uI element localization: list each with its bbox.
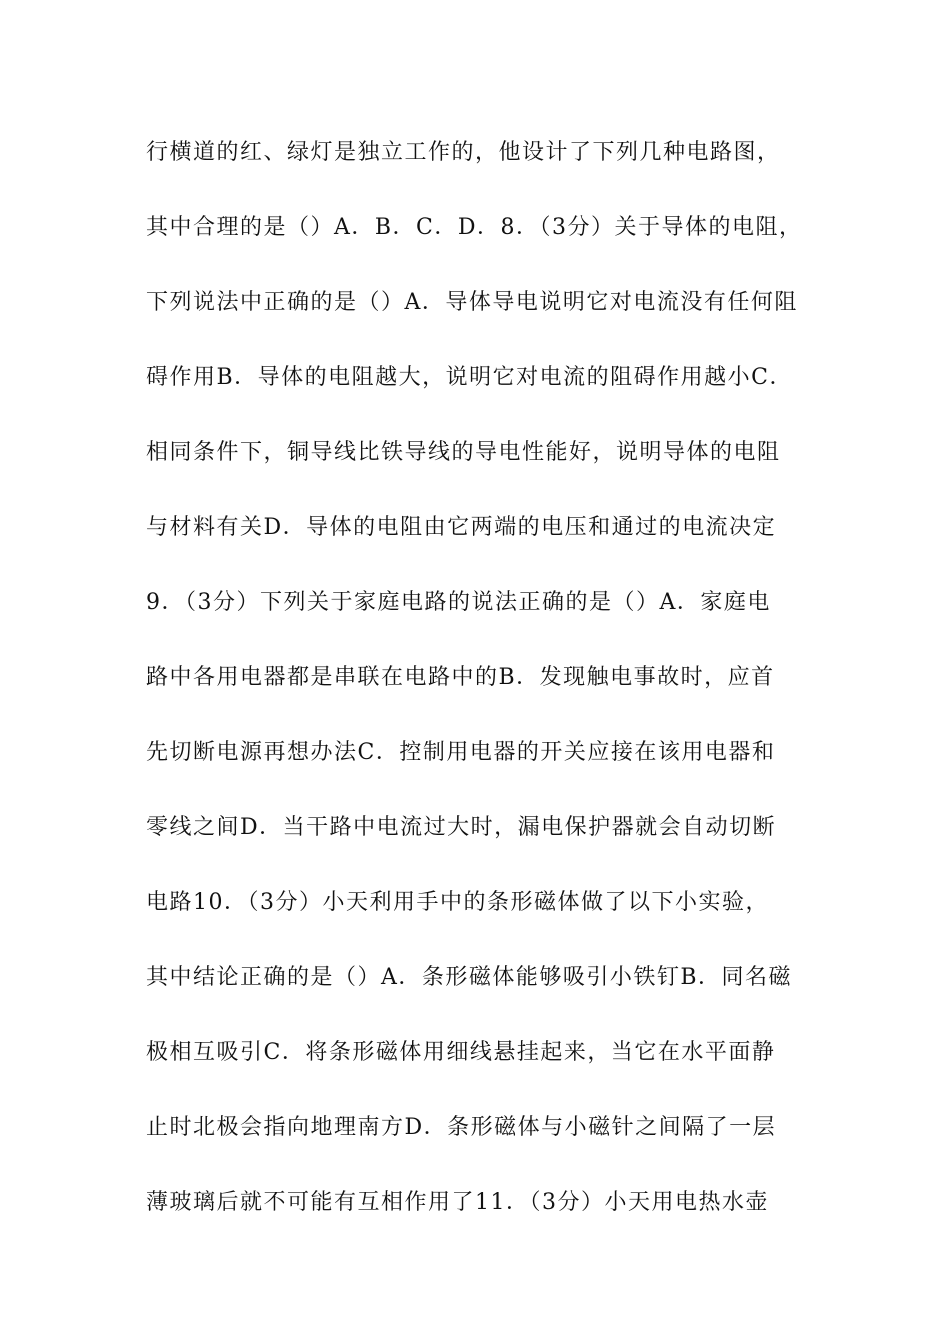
text-line-10: 零线之间D．当干路中电流过大时，漏电保护器就会自动切断: [146, 815, 777, 840]
text-line-4: 碍作用B．导体的电阻越大，说明它对电流的阻碍作用越小C．: [146, 365, 794, 390]
text-line-11: 电路10．（3分）小天利用手中的条形磁体做了以下小实验，: [146, 890, 769, 915]
text-line-2: 其中合理的是（）A．B．C．D．8．（3分）关于导体的电阻，: [146, 215, 803, 240]
text-line-6: 与材料有关D．导体的电阻由它两端的电压和通过的电流决定: [146, 515, 777, 540]
text-line-13: 极相互吸引C．将条形磁体用细线悬挂起来，当它在水平面静: [146, 1040, 776, 1065]
text-line-3: 下列说法中正确的是（）A．导体导电说明它对电流没有任何阻: [146, 290, 798, 315]
body-text: [146, 128, 816, 1253]
text-line-5: 相同条件下，铜导线比铁导线的导电性能好，说明导体的电阻: [146, 440, 781, 465]
text-line-1: 行横道的红、绿灯是独立工作的，他设计了下列几种电路图，: [146, 140, 781, 165]
text-line-14: 止时北极会指向地理南方D．条形磁体与小磁针之间隔了一层: [146, 1115, 777, 1140]
text-line-9: 先切断电源再想办法C．控制用电器的开关应接在该用电器和: [146, 740, 776, 765]
text-line-12: 其中结论正确的是（）A．条形磁体能够吸引小铁钉B．同名磁: [146, 965, 793, 990]
text-line-15: 薄玻璃后就不可能有互相作用了11．（3分）小天用电热水壶: [146, 1190, 769, 1215]
text-line-7: 9．（3分）下列关于家庭电路的说法正确的是（）A．家庭电: [146, 590, 771, 615]
text-line-8: 路中各用电器都是串联在电路中的B．发现触电事故时，应首: [146, 665, 775, 690]
